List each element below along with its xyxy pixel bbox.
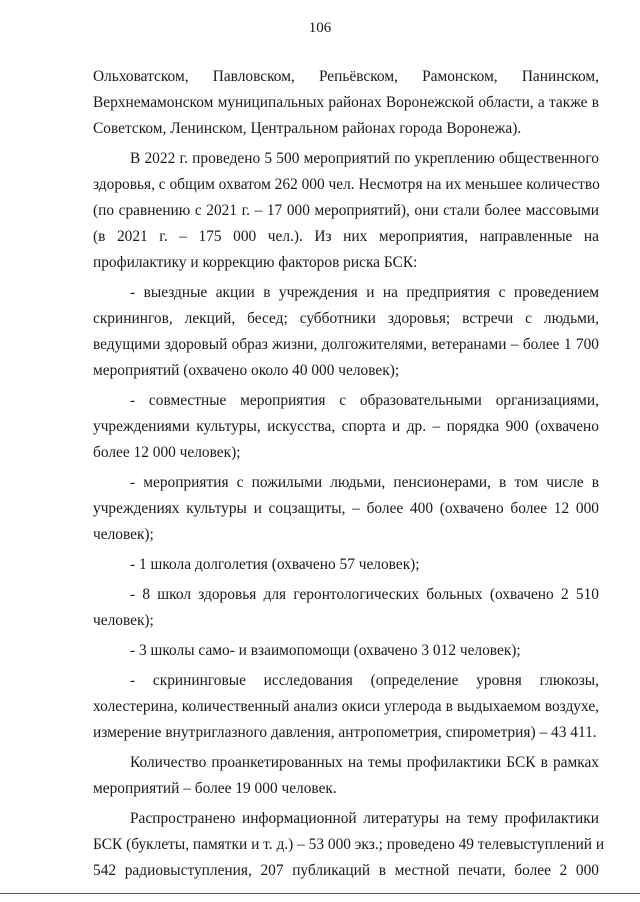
text-line: - мероприятия с пожилыми людьми, пенсионерами, в том числе в [130,474,599,491]
text-line: скринингов, лекций, бесед; субботники здоровья; встречи с людьми, [93,310,599,327]
text-line: Количество проанкетированных на темы профилактики БСК в рамках [130,754,599,771]
paragraph-events-2022 [93,146,599,276]
text-line: (в 2021 г. – 175 000 чел.). Из них мероприятия, направленные на [93,228,599,245]
list-item-elderly-events [93,470,599,548]
text-line: (по сравнению с 2021 г. – 17 000 мероприятий), они стали более массовыми [93,202,599,219]
list-item-screening [93,668,599,746]
text-line: более 12 000 человек); [93,444,241,461]
list-item-health-schools [93,582,599,634]
text-line: 542 радиовыступления, 207 публикаций в местной печати, более 2 000 [93,862,599,879]
text-line: - скрининговые исследования (определение уровня глюкозы, [130,672,599,689]
text-line: мероприятий (охвачено около 40 000 человек); [93,362,400,379]
text-line: профилактику и коррекцию факторов риска БСК: [93,254,418,271]
text-line: - выездные акции в учреждения и на предприятия с проведением [130,284,599,301]
text-line: ведущими здоровый образ жизни, долгожителями, ветеранами – более 1 700 [93,336,599,353]
list-item-self-help-schools [93,638,599,664]
page-bottom-divider [0,893,640,894]
document-body [93,64,605,884]
text-line: учреждениях культуры и соцзащиты, – более 400 (охвачено более 12 000 [93,500,599,517]
text-line: Распространено информационной литературы на тему профилактики [130,810,599,827]
text-line: - 3 школы само- и взаимопомощи (охвачено 3 012 человек); [130,642,521,659]
text-line: человек); [93,526,154,543]
text-line: здоровья, с общим охватом 262 000 чел. Несмотря на их меньшее количество [93,176,600,193]
paragraph-literature [93,806,605,884]
list-item-longevity-school [93,552,599,578]
text-line: измерение внутриглазного давления, антропометрия, спирометрия) – 43 411. [93,724,597,741]
text-line: учреждениями культуры, искусства, спорта и др. – порядка 900 (охвачено [93,418,599,435]
list-item-joint-events [93,388,599,466]
text-line: БСК (буклеты, памятки и т. д.) – 53 000 экз.; проведено 49 телевыступлений и [93,836,605,853]
text-line: В 2022 г. проведено 5 500 мероприятий по укреплению общественного [130,150,599,167]
paragraph-district-list [93,64,599,142]
text-line: мероприятий – более 19 000 человек. [93,780,337,797]
text-line: человек); [93,612,154,629]
paragraph-surveyed [93,750,599,802]
text-line: холестерина, количественный анализ окиси углерода в выдыхаемом воздухе, [93,698,599,715]
text-line: - 1 школа долголетия (охвачено 57 человек); [130,556,420,573]
text-line: Верхнемамонском муниципальных районах Воронежской области, а также в [93,94,599,111]
page-number: 106 [308,20,332,36]
text-line: - 8 школ здоровья для геронтологических больных (охвачено 2 510 [130,586,599,603]
text-line: - совместные мероприятия с образовательными организациями, [130,392,599,409]
list-item-outreach-actions [93,280,599,384]
text-line: Ольховатском, Павловском, Репьёвском, Рамонском, Панинском, [93,68,599,85]
text-line: Советском, Ленинском, Центральном районах города Воронежа). [93,120,522,137]
